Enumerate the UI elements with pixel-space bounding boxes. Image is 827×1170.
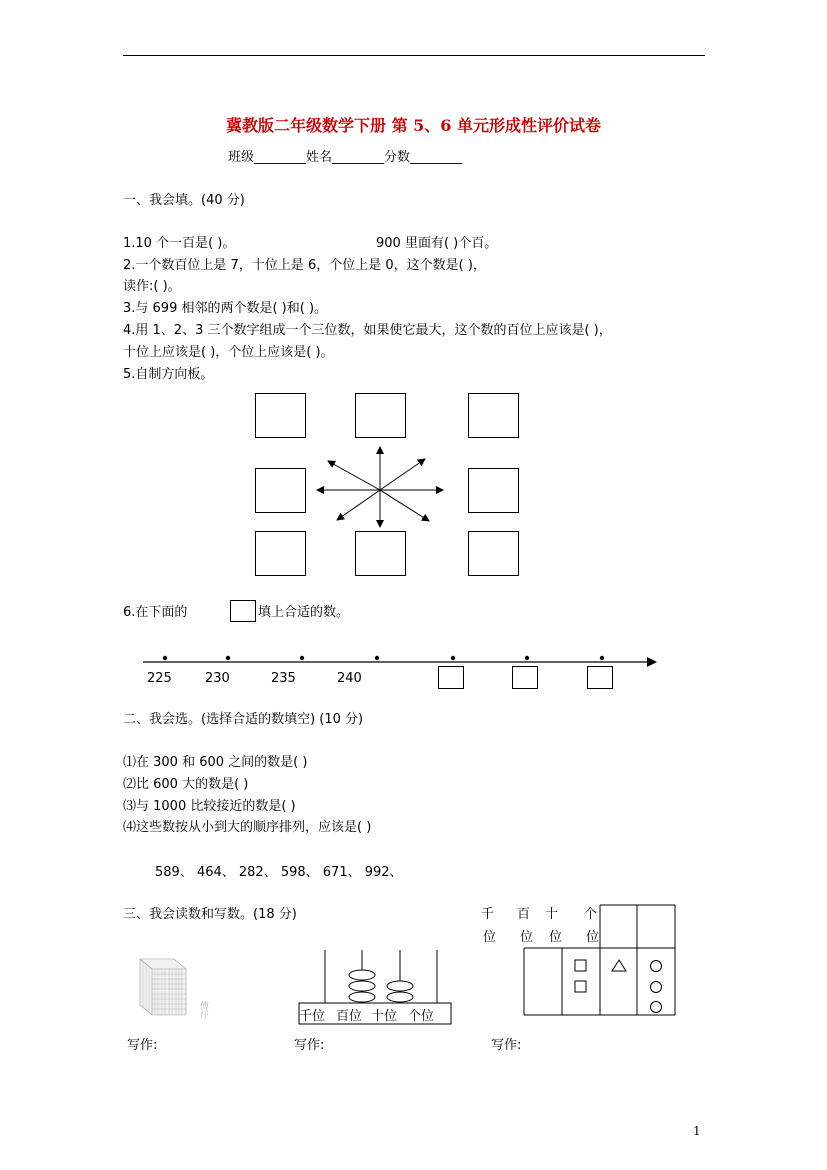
triangle-counter xyxy=(612,960,626,971)
direction-box-southwest xyxy=(255,531,306,576)
question-6-prefix: 6.在下面的 xyxy=(123,605,188,620)
question-6-suffix: 填上合适的数。 xyxy=(258,605,350,620)
number-line-answer-box-2 xyxy=(512,666,538,689)
number-line xyxy=(140,650,660,670)
abacus-bead xyxy=(349,992,375,1002)
write-label-2: 写作: xyxy=(294,1038,325,1053)
choice-item-2: ⑵比 600 大的数是( ) xyxy=(123,777,249,792)
number-line-dot xyxy=(451,656,455,660)
table-header-thousands-bottom: 位 xyxy=(483,930,497,945)
number-line-dot xyxy=(525,656,529,660)
question-3: 3.与 699 相邻的两个数是( )和( )。 xyxy=(123,301,328,316)
number-line-dot xyxy=(375,656,379,660)
number-line-answer-box-1 xyxy=(438,666,464,689)
direction-box-east xyxy=(468,468,519,513)
question-2-line2: 读作:( )。 xyxy=(123,279,181,294)
direction-box-west xyxy=(255,468,306,513)
circle-counter xyxy=(651,1002,662,1013)
number-line-dot xyxy=(226,656,230,660)
question-1-left: 1.10 个一百是( )。 xyxy=(123,236,236,251)
number-line-label-235: 235 xyxy=(271,671,296,686)
direction-box-north xyxy=(355,393,406,438)
direction-box-northwest xyxy=(255,393,306,438)
direction-box-northeast xyxy=(468,393,519,438)
compass-arrows xyxy=(310,440,450,540)
abacus-bead xyxy=(349,981,375,991)
circle-counter xyxy=(651,982,662,993)
number-line-dot xyxy=(163,656,167,660)
question-2-line1: 2.一个数百位上是 7，十位上是 6，个位上是 0，这个数是( )， xyxy=(123,258,486,273)
page-title: 冀教版二年级数学下册 第 5、6 单元形成性评价试卷 xyxy=(226,116,601,135)
question-4-line2: 十位上应该是( )，个位上应该是( )。 xyxy=(123,345,334,360)
table-header-hundreds-bottom: 位 xyxy=(520,930,534,945)
hundred-cubes-block-image xyxy=(138,955,198,1020)
abacus-label-tens: 十位 xyxy=(371,1009,398,1024)
question-5: 5.自制方向板。 xyxy=(123,367,214,382)
abacus-bead xyxy=(387,981,413,991)
choice-item-1: ⑴在 300 和 600 之间的数是( ) xyxy=(123,755,308,770)
table-header-ones-top: 个 xyxy=(584,907,598,922)
choice-number-list: 589、 464、 282、 598、 671、 992、 xyxy=(155,865,403,880)
table-header-ones-bottom: 位 xyxy=(586,930,600,945)
cube-stamp-mark: 傅 仔 xyxy=(200,1002,210,1021)
table-header-thousands-top: 千 xyxy=(481,907,495,922)
write-label-3: 写作: xyxy=(491,1038,522,1053)
circle-counter xyxy=(651,961,662,972)
section3-heading: 三、我会读数和写数。(18 分) xyxy=(123,907,297,922)
number-line-label-240: 240 xyxy=(337,671,362,686)
abacus-bead xyxy=(387,992,413,1002)
page-number: 1 xyxy=(693,1124,701,1138)
section1-heading: 一、我会填。(40 分) xyxy=(123,193,245,208)
square-counter xyxy=(575,981,586,992)
abacus-label-ones: 个位 xyxy=(408,1009,435,1024)
choice-item-3: ⑶与 1000 比较接近的数是( ) xyxy=(123,799,296,814)
number-line-label-225: 225 xyxy=(147,671,172,686)
number-line-dot xyxy=(300,656,304,660)
abacus-bead xyxy=(349,970,375,980)
abacus-label-hundreds: 百位 xyxy=(336,1009,363,1024)
place-value-table xyxy=(520,900,680,1020)
table-header-tens-top: 十 xyxy=(545,907,559,922)
answer-box-sample xyxy=(230,600,256,622)
section2-heading: 二、我会选。(选择合适的数填空) (10 分) xyxy=(123,712,364,727)
header-rule xyxy=(123,55,705,56)
question-1-right: 900 里面有( )个百。 xyxy=(376,236,498,251)
question-4-line1: 4.用 1、2、3 三个数字组成一个三位数，如果使它最大，这个数的百位上应该是( )， xyxy=(123,323,612,338)
number-line-label-230: 230 xyxy=(205,671,230,686)
choice-item-4: ⑷这些数按从小到大的顺序排列，应该是( ) xyxy=(123,820,372,835)
table-header-hundreds-top: 百 xyxy=(517,907,531,922)
direction-box-southeast xyxy=(468,531,519,576)
write-label-1: 写作: xyxy=(127,1038,158,1053)
number-line-answer-box-3 xyxy=(587,666,613,689)
abacus-label-thousands: 千位 xyxy=(299,1009,326,1024)
square-counter xyxy=(575,960,586,971)
number-line-dot xyxy=(600,656,604,660)
student-info-line: 班级________姓名________分数________ xyxy=(228,150,463,165)
table-header-tens-bottom: 位 xyxy=(549,930,563,945)
